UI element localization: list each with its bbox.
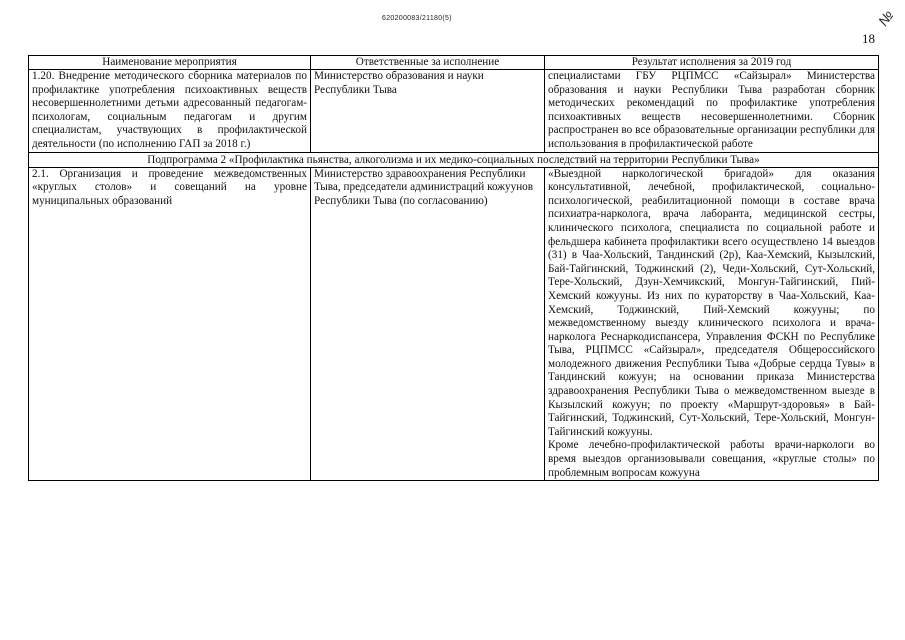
row2-result-paragraph-2: Кроме лечебно-профилактической работы врачи-наркологи во время выездов организовывали совещания, «круглые столы» по проблемным вопросам кожууна: [548, 439, 875, 479]
header-result: Результат исполнения за 2019 год: [545, 56, 879, 70]
page-number: 18: [862, 31, 875, 46]
row1-responsible: Министерство образования и науки Республики Тыва: [311, 70, 545, 153]
table-row: [29, 167, 879, 481]
row2-result-paragraph-1: «Выездной наркологической бригадой» для оказания консультативной, лечебной, профилактической, социально-психологической, реабилитационной помощи в составе врача психиатра-нарколога, врача лаборанта, медицинской сестры, клинического психолога, специалиста по социальной работе и фельдшера кабинета профилактики всего осуществлено 14 выездов (31) в Чаа-Хольский, Тандинский (2р), Каа-Хемский, Кызылский, Бай-Тайгинский, Тоджинский (2), Чеди-Хольский, Сут-Хольский, Тере-Хольский, Дзун-Хемчикский, Монгун-Тайгинский, Пий-Хемский кожууны. Из них по кураторству в Чаа-Хольский, Каа-Хемский, Тоджинский, Пий-Хемский кожууны; по межведомственному выезду клинического психолога и врача-нарколога Реснаркодиспансера, Управления ФСКН по Республике Тыва, РЦПМСС «Сайзырал», председателя Общероссийского молодежного движения Республики Тыва «Добрые сердца Тувы» в Тандинский кожуун; на основании приказа Министерства здравоохранения Республики Тыва о межведомственном выезде в Кызылский кожуун; по проекту «Маршрут-здоровья» в Бай-Тайгинский, Тоджинский, Сут-Хольский, Тере-Хольский, Монгун-Тайгинский кожууны.: [548, 167, 875, 438]
document-id: 620200083/21180(5): [382, 15, 452, 22]
subprogram-row: [29, 152, 879, 167]
report-table: [28, 55, 879, 481]
row2-result: [545, 167, 879, 481]
scan-mark: №: [874, 7, 897, 29]
header-responsible: Ответственные за исполнение: [311, 56, 545, 70]
table-row: [29, 70, 879, 153]
row2-responsible: Министерство здравоохранения Республики Тыва, председатели администраций кожуунов Республики Тыва (по согласованию): [311, 167, 545, 481]
row1-event: 1.20. Внедрение методического сборника материалов по профилактике употребления психоактивных веществ несовершеннолетними детьми адресованный педагогам-психологам, социальным педагогам и другим специалистам, участвующих в профилактической деятельности (по исполнению ГАП за 2018 г.): [29, 70, 311, 153]
row1-result: специалистами ГБУ РЦПМСС «Сайзырал» Министерства образования и науки Республики Тыва разработан сборник методических рекомендаций по профилактике употребления психоактивных веществ несовершеннолетними. Сборник распространен во все образовательные организации республики для использования в профилактической работе: [545, 70, 879, 153]
table-header-row: [29, 56, 879, 70]
header-event: Наименование мероприятия: [29, 56, 311, 70]
row2-event: 2.1. Организация и проведение межведомственных «круглых столов» и совещаний на уровне муниципальных образований: [29, 167, 311, 481]
subprogram-title: Подпрограмма 2 «Профилактика пьянства, алкоголизма и их медико-социальных последствий на территории Республики Тыва»: [29, 152, 879, 167]
